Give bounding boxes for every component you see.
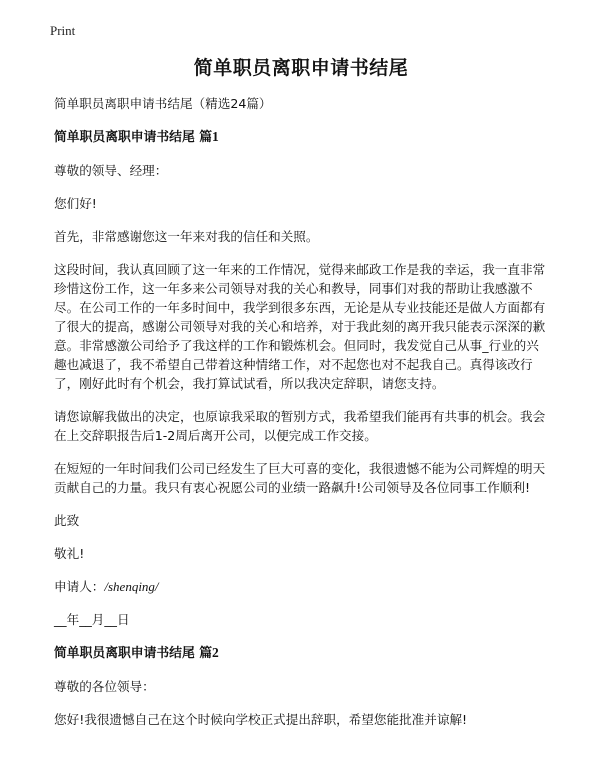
body-paragraph: 您好!我很遗憾自己在这个时候向学校正式提出辞职，希望您能批准并谅解! (54, 712, 468, 727)
print-link[interactable]: Print (50, 23, 76, 38)
body-paragraph: 请您谅解我做出的决定，也原谅我采取的暂别方式，我希望我们能再有共事的机会。我会在上交辞职报告后1-2周后离开公司，以便完成工作交接。 (54, 409, 546, 443)
applicant-value: /shenqing/ (104, 579, 159, 594)
body-paragraph: 在短短的一年时间我们公司已经发生了巨大可喜的变化，我很遗憾不能为公司辉煌的明天贡献自己的力量。我只有衷心祝愿公司的业绩一路飙升!公司领导及各位同事工作顺利! (54, 461, 546, 495)
applicant-label: 申请人： (54, 579, 105, 594)
body-paragraph: 首先，非常感谢您这一年来对我的信任和关照。 (54, 229, 319, 244)
section-2 (54, 643, 548, 729)
greeting: 您们好! (54, 196, 97, 211)
closing-line: 此致 (54, 513, 80, 528)
section-heading (54, 643, 548, 663)
salutation: 尊敬的各位领导： (54, 679, 155, 694)
salutation: 尊敬的领导、经理： (54, 163, 168, 178)
applicant-line (54, 577, 548, 596)
date-line: __年__月__日 (54, 612, 130, 627)
section-1 (54, 127, 548, 629)
section-heading-text: 简单职员离职申请书结尾 篇 (54, 130, 213, 145)
document-subtitle: 简单职员离职申请书结尾（精选24篇） (54, 96, 272, 111)
section-heading (54, 127, 548, 147)
section-heading-number: 2 (212, 645, 219, 660)
section-heading-number: 1 (212, 129, 219, 144)
body-paragraph: 这段时间，我认真回顾了这一年来的工作情况，觉得来邮政工作是我的幸运，我一直非常珍惜这份工作，这一年多来公司领导对我的关心和教导，同事们对我的帮助让我感激不尽。在公司工作的一年多时间中，我学到很多东西，无论是从专业技能还是做人方面都有了很大的提高，感谢公司领导对我的关心和培养，对于我此刻的离开我只能表示深深的歉意。非常感激公司给予了我这样的工作和锻炼机会。但同时，我发觉自己从事_行业的兴趣也减退了，我不希望自己带着这种情绪工作，对不起您也对不起我自己。真得该改行了，刚好此时有个机会，我打算试试看，所以我决定辞职，请您支持。 (54, 262, 546, 391)
page-title: 简单职员离职申请书结尾 (193, 57, 409, 79)
closing-line: 敬礼! (54, 546, 85, 561)
section-heading-text: 简单职员离职申请书结尾 篇 (54, 646, 213, 661)
